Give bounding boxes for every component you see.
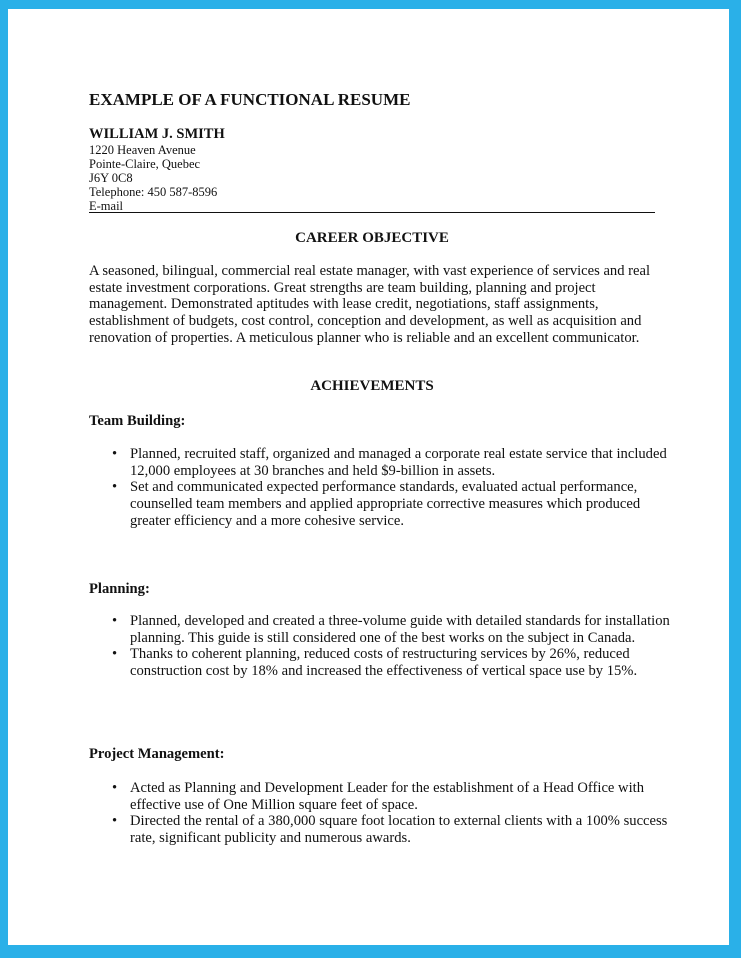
email-label: E-mail — [89, 199, 124, 213]
bullet-icon: • — [112, 813, 118, 830]
telephone: Telephone: 450 587-8596 — [89, 185, 218, 199]
list-item-text: Planned, recruited staff, organized and managed a corporate real estate service that included 12,000 employees at 30 branches and held $9-billion in assets. — [130, 446, 667, 479]
project-management-list — [112, 780, 672, 847]
bullet-icon: • — [112, 780, 118, 796]
list-item-text: Directed the rental of a 380,000 square foot location to external clients with a 100% success rate, significant publicity and numerous awards. — [130, 813, 668, 847]
team-building-list — [112, 446, 672, 530]
list-item — [112, 780, 672, 813]
project-management-heading: Project Management: — [89, 746, 225, 762]
list-item-text: Planned, developed and created a three-volume guide with detailed standards for installation planning. This guide is still considered one of the best works on the subject in Canada. — [130, 613, 670, 646]
list-item-text: Thanks to coherent planning, reduced costs of restructuring services by 26%, reduced construction cost by 18% and increased the effectiveness of vertical space use by 15%. — [130, 646, 638, 680]
achievements-heading: ACHIEVEMENTS — [310, 378, 434, 394]
postal-code: J6Y 0C8 — [89, 171, 133, 185]
bullet-icon: • — [112, 479, 118, 496]
applicant-name: WILLIAM J. SMITH — [89, 126, 225, 142]
header-divider — [89, 212, 655, 213]
list-item — [112, 479, 672, 529]
list-item — [112, 813, 672, 846]
team-building-heading: Team Building: — [89, 413, 186, 429]
planning-list — [112, 613, 672, 680]
list-item-text: Set and communicated expected performance standards, evaluated actual performance, counselled team members and applied appropriate corrective measures which produced greater efficiency and a more cohesive service. — [130, 479, 641, 529]
contact-block — [89, 126, 655, 213]
list-item — [112, 646, 672, 679]
bullet-icon: • — [112, 446, 118, 462]
address-line-1: 1220 Heaven Avenue — [89, 143, 196, 157]
bullet-icon: • — [112, 646, 118, 663]
address-line-2: Pointe-Claire, Quebec — [89, 157, 201, 171]
list-item — [112, 613, 672, 646]
career-objective-heading: CAREER OBJECTIVE — [295, 230, 449, 246]
planning-heading: Planning: — [89, 581, 150, 597]
list-item-text: Acted as Planning and Development Leader for the establishment of a Head Office with effective use of One Million square feet of space. — [130, 780, 644, 813]
list-item — [112, 446, 672, 479]
career-objective-text: A seasoned, bilingual, commercial real estate manager, with vast experience of services and real estate investment corporations. Great strengths are team building, planning and project management. Demonstrated aptitudes with lease credit, negotiations, staff assignments, establishment of budgets, cost control, conception and development, as well as acquisition and renovation of properties. A meticulous planner who is reliable and an excellent communicator. — [89, 263, 651, 346]
bullet-icon: • — [112, 613, 118, 629]
document-title: EXAMPLE OF A FUNCTIONAL RESUME — [89, 90, 411, 109]
resume-page — [8, 9, 729, 945]
